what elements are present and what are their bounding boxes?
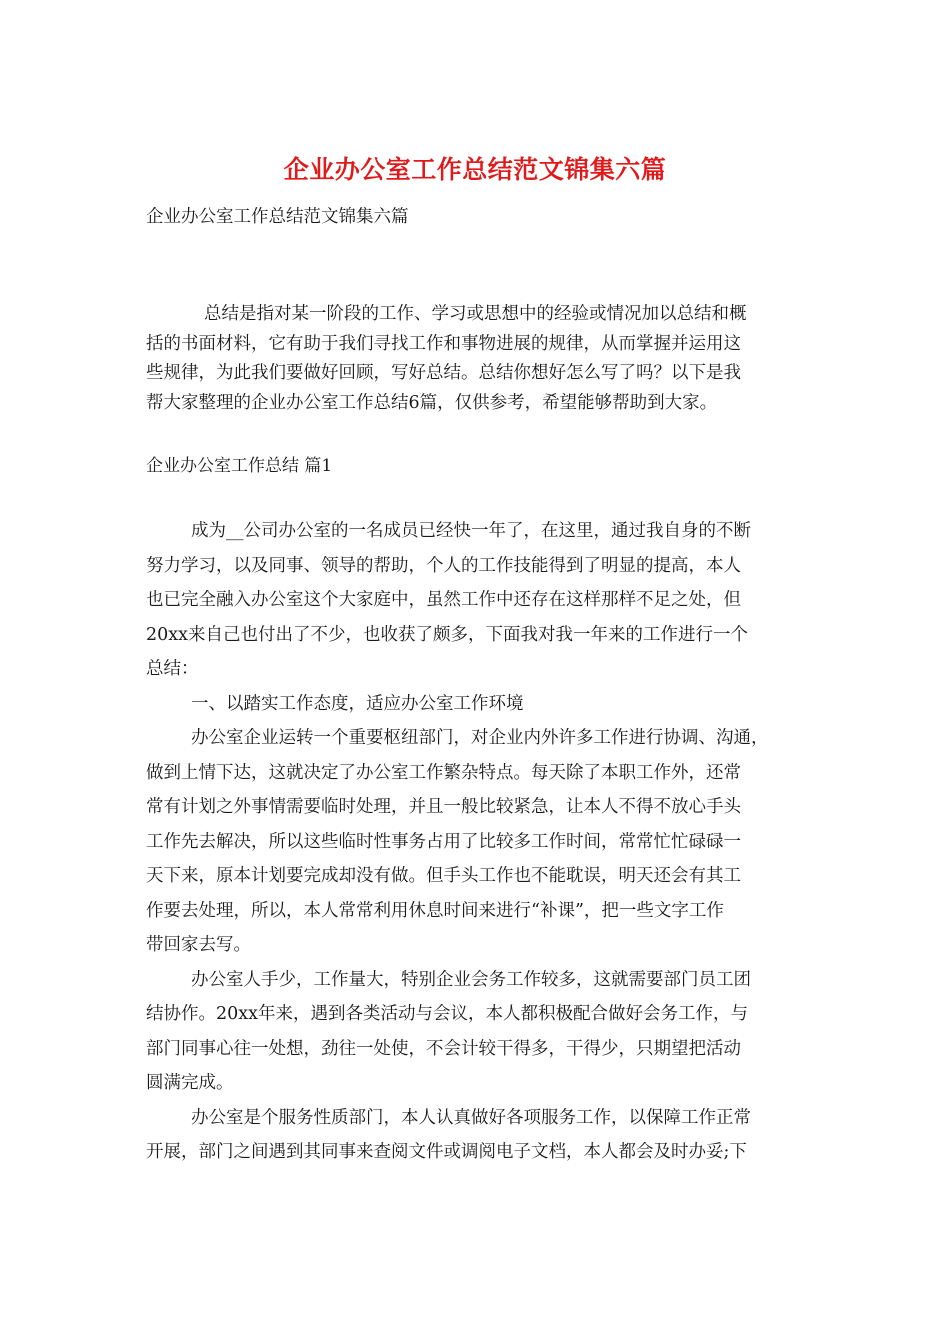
document-title: 企业办公室工作总结范文锦集六篇 [283,155,667,184]
intro-line: 帮大家整理的企业办公室工作总结6篇，仅供参考，希望能够帮助到大家。 [146,392,718,413]
subheading-line: 一、以踏实工作态度，适应办公室工作环境 [191,693,524,714]
section-heading: 企业办公室工作总结 篇1 [146,456,333,476]
intro-paragraph [146,300,810,418]
paragraph-1 [146,514,810,687]
document-body [146,514,810,1170]
paragraph-line: 办公室人手少，工作量大，特别企业会务工作较多，这就需要部门员工团 [191,969,751,990]
paragraph-line: 工作先去解决，所以这些临时性事务占用了比较多工作时间，常常忙忙碌碌一 [146,831,741,852]
paragraph-line: 办公室企业运转一个重要枢纽部门，对企业内外许多工作进行协调、沟通， [191,728,769,748]
paragraph-line: 作要去处理，所以，本人常常利用休息时间来进行“补课”，把一些文字工作 [146,900,724,921]
paragraph-line: 天下来，原本计划要完成却没有做。但手头工作也不能耽误，明天还会有其工 [146,866,741,886]
paragraph-line: 做到上情下达，这就决定了办公室工作繁杂特点。每天除了本职工作外，还常 [146,762,741,783]
paragraph-line: 办公室是个服务性质部门，本人认真做好各项服务工作，以保障工作正常 [191,1107,751,1128]
intro-line: 总结是指对某一阶段的工作、学习或思想中的经验或情况加以总结和概 [204,304,747,324]
paragraph-line: 20xx来自己也付出了不少，也收获了颇多，下面我对我一年来的工作进行一个 [146,624,749,645]
paragraph-4 [146,1101,810,1170]
intro-line: 些规律，为此我们要做好回顾，写好总结。总结你想好怎么写了吗？以下是我 [146,363,741,383]
paragraph-line: 成为__公司办公室的一名成员已经快一年了，在这里，通过我自身的不断 [191,521,751,541]
paragraph-3 [146,963,810,1101]
paragraph-line: 圆满完成。 [146,1073,234,1093]
paragraph-2 [146,721,810,963]
paragraph-line: 带回家去写。 [146,935,251,955]
paragraph-line: 努力学习，以及同事、领导的帮助，个人的工作技能得到了明显的提高，本人 [146,555,741,576]
document-subtitle: 企业办公室工作总结范文锦集六篇 [146,207,409,227]
paragraph-line: 也已完全融入办公室这个大家庭中，虽然工作中还存在这样那样不足之处，但 [146,590,741,610]
paragraph-line: 总结： [146,659,199,679]
intro-line: 括的书面材料，它有助于我们寻找工作和事物进展的规律，从而掌握并运用这 [146,333,741,354]
paragraph-line: 结协作。20xx年来，遇到各类活动与会议，本人都积极配合做好会务工作，与 [146,1004,749,1024]
paragraph-line: 常有计划之外事情需要临时处理，并且一般比较紧急，让本人不得不放心手头 [146,797,741,817]
heading-1 [146,687,810,722]
paragraph-line: 开展，部门之间遇到其同事来查阅文件或调阅电子文档，本人都会及时办妥;下 [146,1142,747,1162]
paragraph-line: 部门同事心往一处想，劲往一处使，不会计较干得多，干得少，只期望把活动 [146,1038,741,1059]
